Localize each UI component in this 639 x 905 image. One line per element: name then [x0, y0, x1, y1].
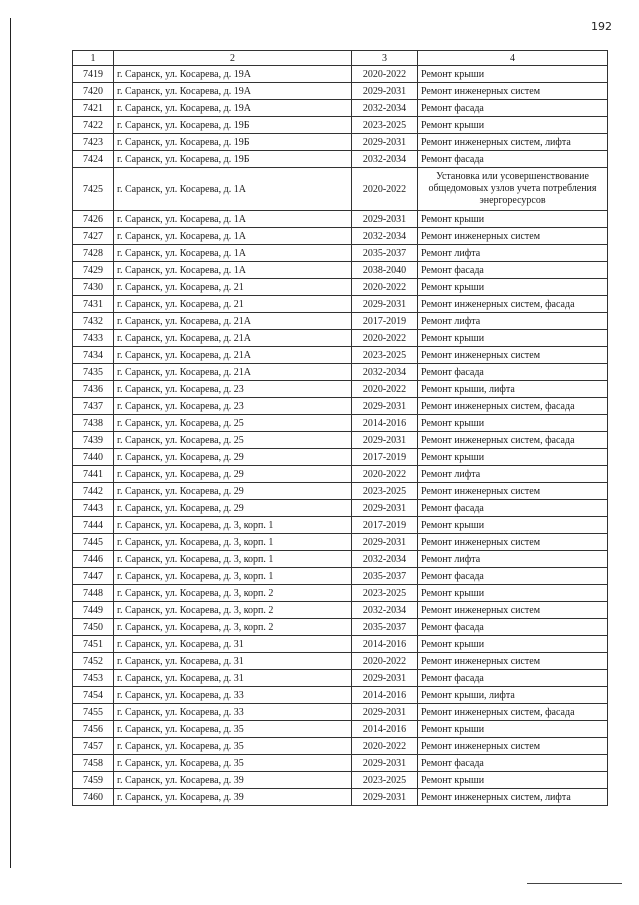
row-number-cell: 7455 [73, 704, 114, 721]
row-work-cell: Ремонт инженерных систем [418, 534, 608, 551]
row-period-cell: 2023-2025 [352, 347, 418, 364]
row-period-cell: 2020-2022 [352, 738, 418, 755]
header-cell-work: 4 [418, 51, 608, 66]
row-number-cell: 7422 [73, 117, 114, 134]
row-address-cell: г. Саранск, ул. Косарева, д. 33 [114, 687, 352, 704]
bottom-rule [527, 883, 622, 884]
table-row [73, 415, 608, 432]
row-number-cell: 7454 [73, 687, 114, 704]
row-address-cell: г. Саранск, ул. Косарева, д. 29 [114, 500, 352, 517]
header-cell-address: 2 [114, 51, 352, 66]
row-period-cell: 2029-2031 [352, 534, 418, 551]
row-address-cell: г. Саранск, ул. Косарева, д. 1А [114, 228, 352, 245]
table-row [73, 653, 608, 670]
row-period-cell: 2032-2034 [352, 228, 418, 245]
row-address-cell: г. Саранск, ул. Косарева, д. 33 [114, 704, 352, 721]
row-address-cell: г. Саранск, ул. Косарева, д. 21А [114, 330, 352, 347]
row-work-cell: Ремонт инженерных систем, фасада [418, 398, 608, 415]
registry-table [72, 50, 608, 806]
row-period-cell: 2020-2022 [352, 168, 418, 211]
row-period-cell: 2014-2016 [352, 636, 418, 653]
table-row [73, 66, 608, 83]
row-period-cell: 2029-2031 [352, 398, 418, 415]
table-row [73, 483, 608, 500]
row-period-cell: 2029-2031 [352, 296, 418, 313]
row-period-cell: 2029-2031 [352, 83, 418, 100]
row-period-cell: 2029-2031 [352, 211, 418, 228]
row-period-cell: 2020-2022 [352, 330, 418, 347]
row-work-cell: Ремонт крыши, лифта [418, 687, 608, 704]
header-row [73, 51, 608, 66]
row-work-cell: Ремонт крыши [418, 636, 608, 653]
row-number-cell: 7458 [73, 755, 114, 772]
row-work-cell: Ремонт крыши [418, 415, 608, 432]
table-row [73, 83, 608, 100]
row-address-cell: г. Саранск, ул. Косарева, д. 21А [114, 347, 352, 364]
row-work-cell: Ремонт фасада [418, 670, 608, 687]
table-row [73, 398, 608, 415]
row-period-cell: 2032-2034 [352, 364, 418, 381]
row-number-cell: 7428 [73, 245, 114, 262]
table-row [73, 134, 608, 151]
row-work-cell: Ремонт инженерных систем [418, 738, 608, 755]
row-work-cell: Ремонт крыши [418, 117, 608, 134]
row-period-cell: 2029-2031 [352, 789, 418, 806]
row-address-cell: г. Саранск, ул. Косарева, д. 3, корп. 2 [114, 585, 352, 602]
row-work-cell: Установка или усовершенствование общедомовых узлов учета потребления энергоресурсов [418, 168, 608, 211]
row-number-cell: 7443 [73, 500, 114, 517]
row-period-cell: 2032-2034 [352, 602, 418, 619]
table-row [73, 449, 608, 466]
row-work-cell: Ремонт инженерных систем, лифта [418, 134, 608, 151]
row-period-cell: 2017-2019 [352, 517, 418, 534]
table-row [73, 517, 608, 534]
row-period-cell: 2029-2031 [352, 500, 418, 517]
row-work-cell: Ремонт крыши [418, 211, 608, 228]
row-address-cell: г. Саранск, ул. Косарева, д. 23 [114, 398, 352, 415]
row-number-cell: 7436 [73, 381, 114, 398]
row-period-cell: 2023-2025 [352, 585, 418, 602]
table-row [73, 500, 608, 517]
row-number-cell: 7434 [73, 347, 114, 364]
row-work-cell: Ремонт фасада [418, 100, 608, 117]
row-number-cell: 7452 [73, 653, 114, 670]
row-work-cell: Ремонт инженерных систем [418, 602, 608, 619]
row-address-cell: г. Саранск, ул. Косарева, д. 3, корп. 1 [114, 551, 352, 568]
row-number-cell: 7447 [73, 568, 114, 585]
table-header [73, 51, 608, 66]
table-row [73, 330, 608, 347]
row-number-cell: 7442 [73, 483, 114, 500]
table-row [73, 262, 608, 279]
row-period-cell: 2020-2022 [352, 653, 418, 670]
table-row [73, 636, 608, 653]
row-address-cell: г. Саранск, ул. Косарева, д. 19А [114, 100, 352, 117]
row-number-cell: 7430 [73, 279, 114, 296]
row-number-cell: 7445 [73, 534, 114, 551]
row-address-cell: г. Саранск, ул. Косарева, д. 35 [114, 755, 352, 772]
row-address-cell: г. Саранск, ул. Косарева, д. 19А [114, 83, 352, 100]
row-number-cell: 7432 [73, 313, 114, 330]
table-body [73, 66, 608, 806]
row-work-cell: Ремонт крыши [418, 66, 608, 83]
row-address-cell: г. Саранск, ул. Косарева, д. 19Б [114, 134, 352, 151]
table-row [73, 619, 608, 636]
row-address-cell: г. Саранск, ул. Косарева, д. 3, корп. 2 [114, 602, 352, 619]
row-work-cell: Ремонт фасада [418, 151, 608, 168]
table-row [73, 313, 608, 330]
row-address-cell: г. Саранск, ул. Косарева, д. 21 [114, 296, 352, 313]
row-number-cell: 7423 [73, 134, 114, 151]
row-period-cell: 2020-2022 [352, 279, 418, 296]
row-work-cell: Ремонт крыши [418, 279, 608, 296]
row-work-cell: Ремонт инженерных систем, фасада [418, 296, 608, 313]
row-number-cell: 7448 [73, 585, 114, 602]
row-address-cell: г. Саранск, ул. Косарева, д. 3, корп. 2 [114, 619, 352, 636]
table-row [73, 117, 608, 134]
row-period-cell: 2020-2022 [352, 466, 418, 483]
row-work-cell: Ремонт инженерных систем [418, 228, 608, 245]
row-period-cell: 2023-2025 [352, 117, 418, 134]
row-period-cell: 2029-2031 [352, 755, 418, 772]
table-row [73, 687, 608, 704]
row-work-cell: Ремонт фасада [418, 500, 608, 517]
table-row [73, 602, 608, 619]
row-number-cell: 7431 [73, 296, 114, 313]
table-row [73, 168, 608, 211]
row-address-cell: г. Саранск, ул. Косарева, д. 21А [114, 364, 352, 381]
table-row [73, 721, 608, 738]
row-number-cell: 7457 [73, 738, 114, 755]
row-address-cell: г. Саранск, ул. Косарева, д. 39 [114, 772, 352, 789]
row-work-cell: Ремонт крыши [418, 721, 608, 738]
row-period-cell: 2029-2031 [352, 432, 418, 449]
table-row [73, 789, 608, 806]
table-row [73, 551, 608, 568]
row-address-cell: г. Саранск, ул. Косарева, д. 35 [114, 721, 352, 738]
row-address-cell: г. Саранск, ул. Косарева, д. 31 [114, 636, 352, 653]
row-number-cell: 7441 [73, 466, 114, 483]
row-work-cell: Ремонт фасада [418, 262, 608, 279]
row-work-cell: Ремонт крыши [418, 585, 608, 602]
row-period-cell: 2014-2016 [352, 721, 418, 738]
row-work-cell: Ремонт инженерных систем [418, 83, 608, 100]
row-work-cell: Ремонт фасада [418, 755, 608, 772]
row-number-cell: 7450 [73, 619, 114, 636]
row-period-cell: 2029-2031 [352, 704, 418, 721]
table-row [73, 466, 608, 483]
row-period-cell: 2020-2022 [352, 66, 418, 83]
table-row [73, 296, 608, 313]
row-work-cell: Ремонт лифта [418, 245, 608, 262]
row-address-cell: г. Саранск, ул. Косарева, д. 1А [114, 211, 352, 228]
row-number-cell: 7456 [73, 721, 114, 738]
row-number-cell: 7444 [73, 517, 114, 534]
row-work-cell: Ремонт фасада [418, 364, 608, 381]
row-period-cell: 2020-2022 [352, 381, 418, 398]
row-work-cell: Ремонт крыши, лифта [418, 381, 608, 398]
page-number: 192 [591, 20, 612, 33]
row-address-cell: г. Саранск, ул. Косарева, д. 39 [114, 789, 352, 806]
row-number-cell: 7460 [73, 789, 114, 806]
table-row [73, 211, 608, 228]
row-work-cell: Ремонт лифта [418, 466, 608, 483]
table-row [73, 670, 608, 687]
row-address-cell: г. Саранск, ул. Косарева, д. 29 [114, 466, 352, 483]
row-address-cell: г. Саранск, ул. Косарева, д. 21 [114, 279, 352, 296]
table-row [73, 772, 608, 789]
row-number-cell: 7438 [73, 415, 114, 432]
table-row [73, 755, 608, 772]
row-period-cell: 2029-2031 [352, 134, 418, 151]
row-work-cell: Ремонт фасада [418, 568, 608, 585]
row-address-cell: г. Саранск, ул. Косарева, д. 3, корп. 1 [114, 534, 352, 551]
table-row [73, 279, 608, 296]
row-period-cell: 2035-2037 [352, 245, 418, 262]
row-address-cell: г. Саранск, ул. Косарева, д. 19А [114, 66, 352, 83]
row-number-cell: 7433 [73, 330, 114, 347]
row-period-cell: 2023-2025 [352, 772, 418, 789]
row-period-cell: 2032-2034 [352, 151, 418, 168]
row-address-cell: г. Саранск, ул. Косарева, д. 1А [114, 168, 352, 211]
row-number-cell: 7427 [73, 228, 114, 245]
row-address-cell: г. Саранск, ул. Косарева, д. 3, корп. 1 [114, 517, 352, 534]
row-number-cell: 7429 [73, 262, 114, 279]
row-work-cell: Ремонт инженерных систем, лифта [418, 789, 608, 806]
row-address-cell: г. Саранск, ул. Косарева, д. 31 [114, 653, 352, 670]
row-work-cell: Ремонт крыши [418, 772, 608, 789]
table-row [73, 364, 608, 381]
row-address-cell: г. Саранск, ул. Косарева, д. 25 [114, 415, 352, 432]
row-work-cell: Ремонт инженерных систем [418, 653, 608, 670]
row-period-cell: 2038-2040 [352, 262, 418, 279]
row-period-cell: 2017-2019 [352, 313, 418, 330]
row-period-cell: 2035-2037 [352, 619, 418, 636]
row-number-cell: 7446 [73, 551, 114, 568]
table-row [73, 585, 608, 602]
row-work-cell: Ремонт инженерных систем [418, 347, 608, 364]
row-period-cell: 2014-2016 [352, 687, 418, 704]
row-work-cell: Ремонт лифта [418, 551, 608, 568]
row-work-cell: Ремонт крыши [418, 330, 608, 347]
row-address-cell: г. Саранск, ул. Косарева, д. 29 [114, 483, 352, 500]
row-address-cell: г. Саранск, ул. Косарева, д. 19Б [114, 117, 352, 134]
row-work-cell: Ремонт крыши [418, 449, 608, 466]
row-work-cell: Ремонт лифта [418, 313, 608, 330]
header-cell-period: 3 [352, 51, 418, 66]
table-row [73, 151, 608, 168]
table-row [73, 738, 608, 755]
row-number-cell: 7439 [73, 432, 114, 449]
row-address-cell: г. Саранск, ул. Косарева, д. 1А [114, 262, 352, 279]
table-row [73, 432, 608, 449]
row-address-cell: г. Саранск, ул. Косарева, д. 1А [114, 245, 352, 262]
header-cell-number: 1 [73, 51, 114, 66]
row-address-cell: г. Саранск, ул. Косарева, д. 19Б [114, 151, 352, 168]
row-period-cell: 2014-2016 [352, 415, 418, 432]
row-work-cell: Ремонт инженерных систем, фасада [418, 432, 608, 449]
row-number-cell: 7453 [73, 670, 114, 687]
table-row [73, 568, 608, 585]
row-period-cell: 2035-2037 [352, 568, 418, 585]
row-address-cell: г. Саранск, ул. Косарева, д. 35 [114, 738, 352, 755]
row-address-cell: г. Саранск, ул. Косарева, д. 25 [114, 432, 352, 449]
row-number-cell: 7440 [73, 449, 114, 466]
table-row [73, 347, 608, 364]
row-number-cell: 7449 [73, 602, 114, 619]
row-number-cell: 7420 [73, 83, 114, 100]
table-row [73, 228, 608, 245]
row-number-cell: 7419 [73, 66, 114, 83]
row-period-cell: 2017-2019 [352, 449, 418, 466]
row-period-cell: 2023-2025 [352, 483, 418, 500]
row-period-cell: 2032-2034 [352, 100, 418, 117]
row-number-cell: 7459 [73, 772, 114, 789]
row-number-cell: 7435 [73, 364, 114, 381]
table-row [73, 381, 608, 398]
row-work-cell: Ремонт инженерных систем [418, 483, 608, 500]
row-number-cell: 7437 [73, 398, 114, 415]
row-address-cell: г. Саранск, ул. Косарева, д. 23 [114, 381, 352, 398]
row-number-cell: 7426 [73, 211, 114, 228]
table-row [73, 245, 608, 262]
row-address-cell: г. Саранск, ул. Косарева, д. 21А [114, 313, 352, 330]
left-margin-rule [10, 18, 11, 868]
row-number-cell: 7425 [73, 168, 114, 211]
row-address-cell: г. Саранск, ул. Косарева, д. 29 [114, 449, 352, 466]
row-number-cell: 7424 [73, 151, 114, 168]
row-address-cell: г. Саранск, ул. Косарева, д. 3, корп. 1 [114, 568, 352, 585]
row-number-cell: 7421 [73, 100, 114, 117]
table-row [73, 100, 608, 117]
row-address-cell: г. Саранск, ул. Косарева, д. 31 [114, 670, 352, 687]
table-row [73, 704, 608, 721]
row-work-cell: Ремонт крыши [418, 517, 608, 534]
row-work-cell: Ремонт фасада [418, 619, 608, 636]
row-period-cell: 2032-2034 [352, 551, 418, 568]
table-row [73, 534, 608, 551]
row-work-cell: Ремонт инженерных систем, фасада [418, 704, 608, 721]
row-number-cell: 7451 [73, 636, 114, 653]
row-period-cell: 2029-2031 [352, 670, 418, 687]
